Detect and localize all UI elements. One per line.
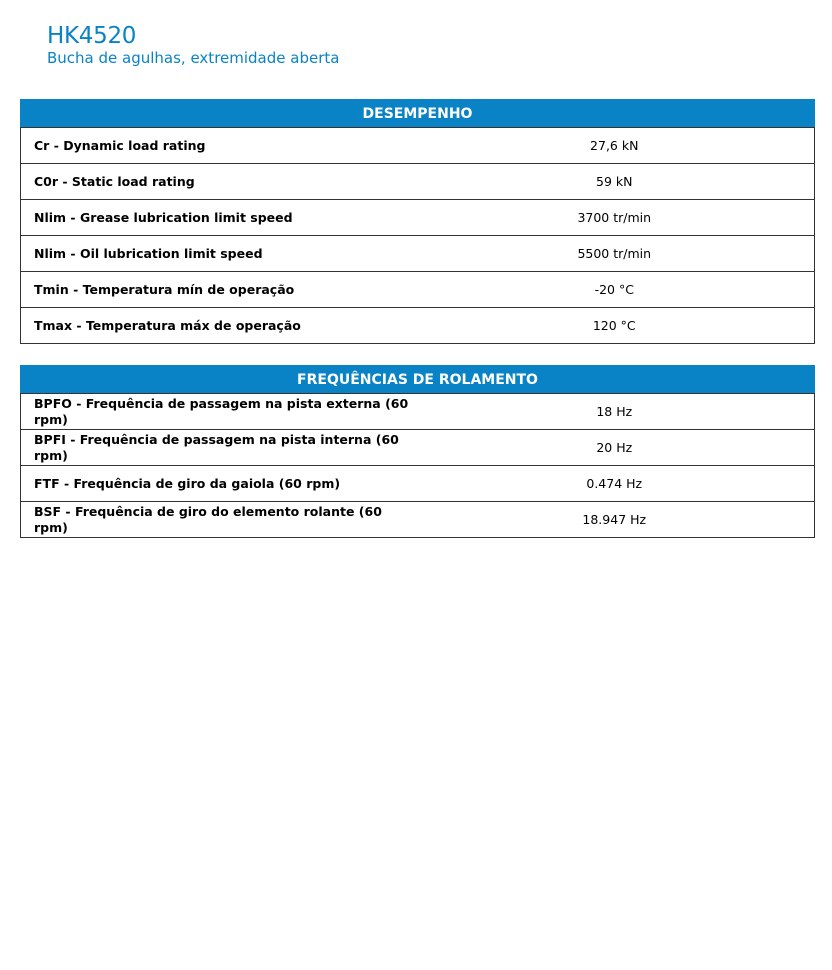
product-header [47,22,339,66]
row-label: C0r - Static load rating [21,164,415,200]
frequencies-section [20,365,815,538]
row-label: Nlim - Grease lubrication limit speed [21,200,415,236]
table-row [21,502,815,538]
performance-heading: DESEMPENHO [20,99,815,127]
row-value: 59 kN [415,164,815,200]
row-value: 18 Hz [415,394,815,430]
row-label: Tmin - Temperatura mín de operação [21,272,415,308]
row-label: Cr - Dynamic load rating [21,128,415,164]
table-row [21,200,815,236]
row-label: BSF - Frequência de giro do elemento rolante (60 rpm) [21,502,415,538]
row-label: BPFI - Frequência de passagem na pista interna (60 rpm) [21,430,415,466]
row-value: 5500 tr/min [415,236,815,272]
table-row [21,272,815,308]
product-subtitle: Bucha de agulhas, extremidade aberta [47,49,340,67]
table-row [21,430,815,466]
performance-section [20,99,815,344]
row-value: -20 °C [415,272,815,308]
row-value: 27,6 kN [415,128,815,164]
row-value: 18.947 Hz [415,502,815,538]
table-row [21,466,815,502]
performance-table [20,127,815,344]
row-label: Nlim - Oil lubrication limit speed [21,236,415,272]
table-row [21,164,815,200]
table-row [21,128,815,164]
product-title: HK4520 [47,23,137,49]
row-label: Tmax - Temperatura máx de operação [21,308,415,344]
row-value: 3700 tr/min [415,200,815,236]
table-row [21,236,815,272]
frequencies-table [20,393,815,538]
row-label: BPFO - Frequência de passagem na pista externa (60 rpm) [21,394,415,430]
frequencies-heading: FREQUÊNCIAS DE ROLAMENTO [20,365,815,393]
row-value: 20 Hz [415,430,815,466]
row-label: FTF - Frequência de giro da gaiola (60 rpm) [21,466,415,502]
table-row [21,394,815,430]
table-row [21,308,815,344]
row-value: 120 °C [415,308,815,344]
row-value: 0.474 Hz [415,466,815,502]
